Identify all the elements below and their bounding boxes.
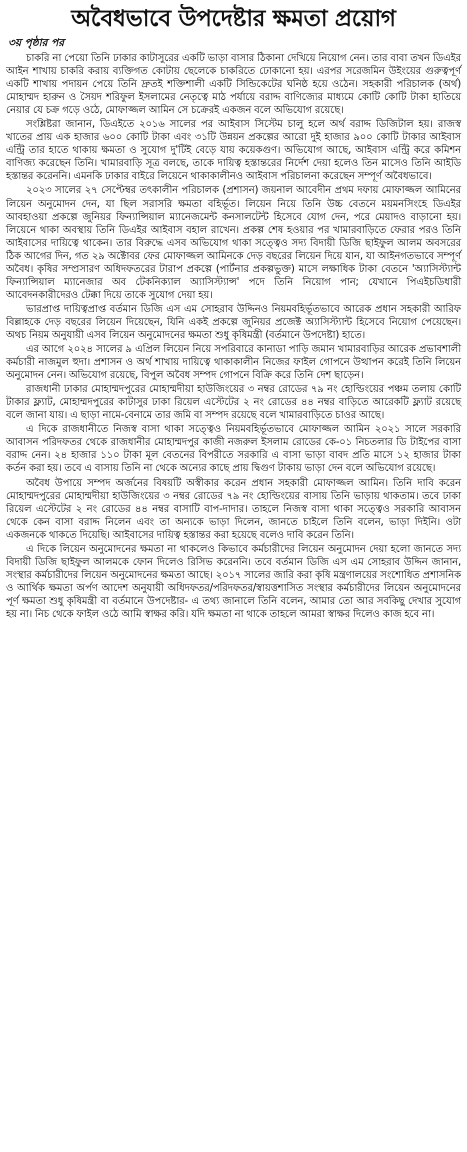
article-paragraph: ২০২৩ সালের ২৭ সেপ্টেম্বর তৎকালীন পরিচালক (প্রশাসন) জয়নাল আবেদীন প্রথম দফায় মোফাজ্জল আমিনের লিয়েন অনুমোদন দেন, যা ছিল সরাসরি ক্ষমতা বহির্ভূত। লিয়েন নিয়ে তিনি উচ্চ বেতনে ময়মনসিংহে ডিএইর আবহাওয়া প্রকল্পে জুনিয়র ফিন্যান্সিয়াল ম্যানেজমেন্ট কনসালটেন্ট হিসেবে যোগ দেন, পরে মেয়াদও বাড়ানো হয়। লিয়েনে থাকা অবস্থায় তিনি ডিএইর আইবাস বহাল রাখেন। প্রকল্প শেষ হওয়ার পর খামারবাড়িতে ফেরার পরও তিনি আইবাসের দায়িত্বে থাকেন। তার বিরুদ্ধে এসব অভিযোগ থাকা সত্ত্বেও সদ্য বিদায়ী ডিজি ছাইফুল আলম অবসরের ঠিক আগের দিন, গত ২৯ অক্টোবর ফের মোফাজ্জল আমিনকে দেড় বছরের লিয়েন দিয়ে যান, যা আইনগতভাবে সম্পূর্ণ অবৈধ। কৃষির সম্প্রসারণ অধিদফতরের টারাপ প্রকল্পে (পার্টনার প্রকল্পভুক্ত) মাসে লক্ষাধিক টাকা বেতনে 'অ্যাসিস্ট্যান্ট ফিন্যান্সিয়াল ম্যানেজার অব টেকনিক্যাল অ্যাসিস্ট্যান্স' পদে তিনি নিয়োগ পান; যেখানে পিএইচডিধারী আবেদনকারীদেরও টেক্কা দিয়ে তাকে সুযোগ দেয়া হয়। <box>6 185 461 301</box>
article-paragraph: এ দিকে লিয়েন অনুমোদনের ক্ষমতা না থাকলেও কিভাবে কর্মচারীদের লিয়েন অনুমোদন দেয়া হলো জানতে সদ্য বিদায়ী ডিজি ছাইফুল আলমকে ফোন দিলেও রিসিভ করেননি। তবে বর্তমান ডিজি এস এম সোহরাব উদ্দিন জানান, সংস্থার কর্মচারীদের লিয়েন অনুমোদনের ক্ষমতা আছে। ২০১৭ সালের জারি করা কৃষি মন্ত্রণালয়ের সংশোধিত প্রশাসনিক ও আর্থিক ক্ষমতা অর্পণ আদেশ অনুযায়ী অধিদফতর/পরিদফতর/স্বায়ত্তশাসিত সংস্থার কর্মচারীদের লিয়েন অনুমোদনের পূর্ণ ক্ষমতা শুধু কৃষিমন্ত্রী বা বর্তমানে উপদেষ্টার- এ তথ্য জানালে তিনি বলেন, আমার তো আর সবকিছু দেখার সুযোগ হয় না। নিচ থেকে ফাইল ওঠে আমি স্বাক্ষর করি। যদি ক্ষমতা না থাকে তাহলে আমরা স্বাক্ষর দিলেও কাজ হবে না। <box>6 543 461 620</box>
headline: অবৈধভাবে উপদেষ্টার ক্ষমতা প্রয়োগ <box>71 6 396 32</box>
article-paragraph: সংশ্লিষ্টরা জানান, ডিএইতে ২০১৬ সালের পর আইবাস সিস্টেম চালু হলে অর্থ বরাদ্দ ডিজিটাল হয়। রাজস্ব খাতের প্রায় এক হাজার ৬০০ কোটি টাকা এবং ৩১টি উন্নয়ন প্রকল্পের আরো দুই হাজার ৯০০ কোটি টাকার আইবাস এন্ট্রি তার হাতে থাকায় ক্ষমতা ও সুযোগ দু'টিই বেড়ে যায় কয়েকগুণ। অভিযোগ আছে, আইবাস এন্ট্রি করে কমিশন বাণিজ্য করেছেন তিনি। খামারবাড়ি সূত্র বলছে, তাকে দায়িত্ব হস্তান্তরের নির্দেশ দেয়া হলেও তিন মাসেও তিনি আইডি হস্তান্তর করেননি। এমনকি ঢাকার বাইরে লিয়েনে থাকাকালীনও আইবাস পরিচালনা করেছেন সম্পূর্ণ অবৈধভাবে। <box>6 119 461 183</box>
article-paragraph: এর আগে ২০২৪ সালের ৯ এপ্রিল লিয়েন নিয়ে সপরিবারে কানাডা পাড়ি জমান খামারবাড়ির আরেক প্রভাবশালী কর্মচারী নাজমুল হুদা। প্রশাসন ও অর্থ শাখায় দায়িত্বে থাকাকালীন নিজের ফাইল গোপনে উত্থাপন করেই তিনি লিয়েন অনুমোদন নেন। অভিযোগ রয়েছে, বিপুল অবৈধ সম্পদ গোপনে বিক্রি করে তিনি দেশ ছাড়েন। <box>6 344 461 382</box>
article-paragraph: চাকরি না পেয়ো তিনি ঢাকার কাটাসুরের একটি ভাড়া বাসার ঠিকানা দেখিয়ে নিয়োগ নেন। তার বাবা তখন ডিএইর আইন শাখায় চাকরি করায় ব্যক্তিগত কোটায় ছেলেকে চাকরিতে ঢোকানো হয়। এরপর সরেজমিন উইংয়ের গুরুত্বপূর্ণ একটি শাখায় পদায়ন পেয়ে তিনি দ্রুতই শক্তিশালী একটি সিন্ডিকেটের ঘনিষ্ঠ হয়ে ওঠেন। সহকারী পরিচালক (অর্থ) মোহাম্মদ হারুন ও সৈয়দ শরিফুল ইসলামের নেতৃত্বে মাঠ পর্যায়ে বরাদ্দ বাণিজ্যের মাধ্যমে কোটি কোটি টাকা হাতিয়ে নেয়ার যে চক্র গড়ে ওঠে, মোফাজ্জল আমিন সে চক্রেরই একজন বলে অভিযোগ রয়েছে। <box>6 53 461 117</box>
article-paragraph: রাজধানী ঢাকার মোহাম্মদপুরের মোহাম্মদীয়া হাউজিংয়ের ৩ নম্বর রোডের ৭৯ নং হোল্ডিংয়ের পঞ্চম তলায় কোটি টাকার ফ্ল্যাট, মোহাম্মদপুরের কাটাসুর ঢাকা রিয়েল এস্টেটের ২ নং রোডের ৪৪ নম্বর বাড়িতে আরেকটি ফ্ল্যাট রয়েছে বলে জানা যায়। এ ছাড়া নামে-বেনামে তার জমি বা সম্পদ রয়েছে বলে খামারবাড়িতে চাওর আছে। <box>6 384 461 422</box>
article-paragraph: ভারপ্রাপ্ত দায়িত্বপ্রাপ্ত বর্তমান ডিজি এস এম সোহরাব উদ্দিনও নিয়মবহির্ভূতভাবে আরেক প্রধান সহকারী আরিফ বিল্লাহকে দেড় বছরের লিয়েন দিয়েছেন, যিনি একই প্রকল্পে জুনিয়র প্রজেক্ট অ্যাসিস্ট্যান্ট হিসেবে নিয়োগ পেয়েছেন। অথচ নিয়ম অনুযায়ী এসব লিয়েন অনুমোদনের ক্ষমতা শুধু কৃষিমন্ত্রী (বর্তমানে উপদেষ্টা) হাতে। <box>6 303 461 341</box>
article-paragraph: এ দিকে রাজধানীতে নিজস্ব বাসা থাকা সত্ত্বেও নিয়মবহির্ভূতভাবে মোফাজ্জল আমিন ২০২১ সালে সরকারি আবাসন পরিদফতর থেকে রাজধানীর মোহাম্মদপুর কাজী নজরুল ইসলাম রোডের কে-০১ নিচতলার ডি টাইপের বাসা বরাদ্দ নেন। ২৪ হাজার ১১০ টাকা মূল বেতনের বিপরীতে সরকারি এ বাসা ভাড়া বাবদ প্রতি মাসে ১২ হাজার টাকা কর্তন করা হয়। তবে এ বাসায় তিনি না থেকে অন্যের কাছে প্রায় দ্বিগুণ টাকায় ভাড়া দেন বলে অভিযোগ রয়েছে। <box>6 424 461 475</box>
continued-from-note: ৩য় পৃষ্ঠার পর <box>8 37 65 49</box>
article-paragraph: অবৈধ উপায়ে সম্পদ অর্জনের বিষয়টি অস্বীকার করেন প্রধান সহকারী মোফাজ্জল আমিন। তিনি দাবি করেন মোহাম্মদপুরের মোহাম্মদীয়া হাউজিংয়ের ৩ নম্বর রোডের ৭৯ নং হোল্ডিংয়ের বাসায় তিনি ভাড়ায় থাকতাম। তবে ঢাকা রিয়েল এস্টেটের ২ নং রোডের ৪৪ নম্বর বাসাটি বাপ-দাদার। তাহলে নিজস্ব বাসা থাকা সত্ত্বেও সরকারি আবাসন থেকে কেন বাসা বরাদ্দ নিলেন এবং তা অন্যকে ভাড়া দিলেন, জানতে চাইলে তিনি বলেন, ভাড়া দিইনি। ওটা একজনকে থাকতে দিয়েছি। আইবাসের দায়িত্ব হস্তান্তর করা হয়েছে বলেও দাবি করেন তিনি। <box>6 477 461 541</box>
article-body <box>6 52 461 621</box>
